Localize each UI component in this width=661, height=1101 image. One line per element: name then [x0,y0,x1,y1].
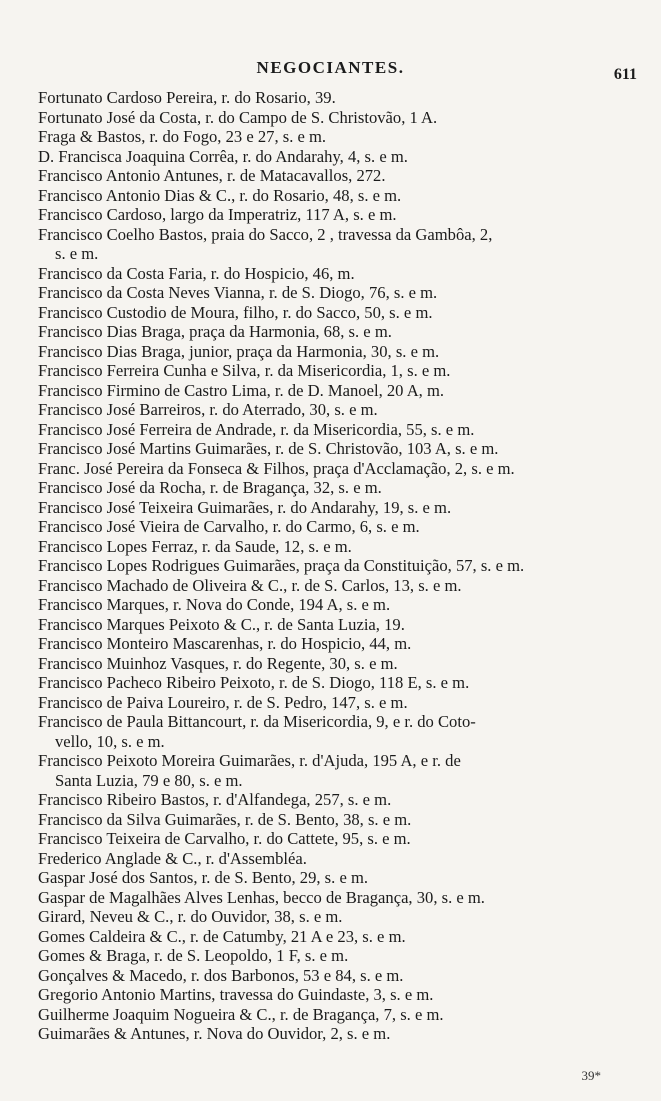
directory-entry: Francisco Teixeira de Carvalho, r. do Cattete, 95, s. e m. [38,829,411,848]
directory-entry: Francisco Muinhoz Vasques, r. do Regente, 30, s. e m. [38,653,398,673]
directory-entry: Francisco José Vieira de Carvalho, r. do Carmo, 6, s. e m. [38,517,420,536]
directory-entry: Francisco Dias Braga, junior, praça da Harmonia, 30, s. e m. [38,341,440,361]
directory-entry: Fraga & Bastos, r. do Fogo, 23 e 27, s. e m. [38,127,327,146]
directory-entry: Francisco de Paula Bittancourt, r. da Misericordia, 9, e r. do Coto- [38,712,476,731]
directory-entry: Francisco Lopes Rodrigues Guimarães, praça da Constituição, 57, s. e m. [38,556,525,575]
directory-entry: Francisco Peixoto Moreira Guimarães, r. d'Ajuda, 195 A, e r. de [38,751,461,770]
directory-entry: Francisco da Costa Faria, r. do Hospicio, 46, m. [38,263,355,283]
directory-entry: Francisco Custodio de Moura, filho, r. do Sacco, 50, s. e m. [38,302,433,322]
directory-entry: Francisco Dias Braga, praça da Harmonia, 68, s. e m. [38,322,392,341]
directory-entry: Francisco José Ferreira de Andrade, r. da Misericordia, 55, s. e m. [38,419,475,439]
directory-entry: Francisco José Martins Guimarães, r. de S. Christovão, 103 A, s. e m. [38,439,499,458]
directory-entry: Francisco de Paiva Loureiro, r. de S. Pedro, 147, s. e m. [38,692,408,712]
directory-entry: Francisco da Costa Neves Vianna, r. de S. Diogo, 76, s. e m. [38,283,438,302]
directory-entry-continuation: Santa Luzia, 79 e 80, s. e m. [55,770,243,790]
directory-entry: Gomes Caldeira & C., r. de Catumby, 21 A e 23, s. e m. [38,926,406,946]
directory-entry: Franc. José Pereira da Fonseca & Filhos, praça d'Acclamação, 2, s. e m. [38,458,515,478]
directory-entry: Gonçalves & Macedo, r. dos Barbonos, 53 e 84, s. e m. [38,965,404,985]
directory-entry: Francisco José Teixeira Guimarães, r. do Andarahy, 19, s. e m. [38,497,452,517]
directory-entry: Francisco Marques Peixoto & C., r. de Santa Luzia, 19. [38,614,405,634]
directory-entry-continuation: s. e m. [55,244,99,263]
directory-entry: Gregorio Antonio Martins, travessa do Guindaste, 3, s. e m. [38,985,434,1004]
directory-entry: Francisco José Barreiros, r. do Aterrado, 30, s. e m. [38,400,378,419]
entry-list [38,88,636,1044]
directory-entry: Francisco Ferreira Cunha e Silva, r. da Misericordia, 1, s. e m. [38,361,451,380]
signature-mark: 39* [581,1068,601,1083]
directory-entry: Francisco Firmino de Castro Lima, r. de D. Manoel, 20 A, m. [38,380,445,400]
directory-entry: Francisco Cardoso, largo da Imperatriz, 117 A, s. e m. [38,205,397,224]
directory-entry: Francisco Coelho Bastos, praia do Sacco, 2 , travessa da Gambôa, 2, [38,224,493,244]
directory-entry: Francisco José da Rocha, r. de Bragança, 32, s. e m. [38,478,382,497]
directory-entry: Gomes & Braga, r. de S. Leopoldo, 1 F, s. e m. [38,946,349,965]
page-title: NEGOCIANTES. [256,58,405,77]
directory-entry: Francisco Lopes Ferraz, r. da Saude, 12, s. e m. [38,536,352,556]
directory-entry: Guimarães & Antunes, r. Nova do Ouvidor, 2, s. e m. [38,1024,391,1043]
directory-entry: D. Francisca Joaquina Corrêa, r. do Andarahy, 4, s. e m. [38,146,408,166]
directory-entry: Francisco Marques, r. Nova do Conde, 194 A, s. e m. [38,595,391,614]
directory-entry: Girard, Neveu & C., r. do Ouvidor, 38, s. e m. [38,907,343,926]
directory-entry: Guilherme Joaquim Nogueira & C., r. de Bragança, 7, s. e m. [38,1004,444,1024]
directory-entry: Francisco da Silva Guimarães, r. de S. Bento, 38, s. e m. [38,809,412,829]
directory-entry-continuation: vello, 10, s. e m. [55,731,165,751]
directory-entry: Fortunato Cardoso Pereira, r. do Rosario, 39. [38,88,336,107]
directory-entry: Gaspar de Magalhães Alves Lenhas, becco de Bragança, 30, s. e m. [38,887,485,907]
page-number: 611 [613,66,637,83]
directory-entry: Francisco Machado de Oliveira & C., r. de S. Carlos, 13, s. e m. [38,575,462,595]
directory-entry: Francisco Antonio Dias & C., r. do Rosario, 48, s. e m. [38,185,402,205]
directory-entry: Frederico Anglade & C., r. d'Assembléa. [38,848,307,868]
directory-entry: Francisco Monteiro Mascarenhas, r. do Hospicio, 44, m. [38,634,412,653]
directory-entry: Francisco Pacheco Ribeiro Peixoto, r. de S. Diogo, 118 E, s. e m. [38,673,470,692]
directory-entry: Fortunato José da Costa, r. do Campo de S. Christovão, 1 A. [38,107,438,127]
directory-entry: Gaspar José dos Santos, r. de S. Bento, 29, s. e m. [38,868,369,887]
directory-entry: Francisco Ribeiro Bastos, r. d'Alfandega, 257, s. e m. [38,790,392,809]
directory-entry: Francisco Antonio Antunes, r. de Matacavallos, 272. [38,166,386,185]
